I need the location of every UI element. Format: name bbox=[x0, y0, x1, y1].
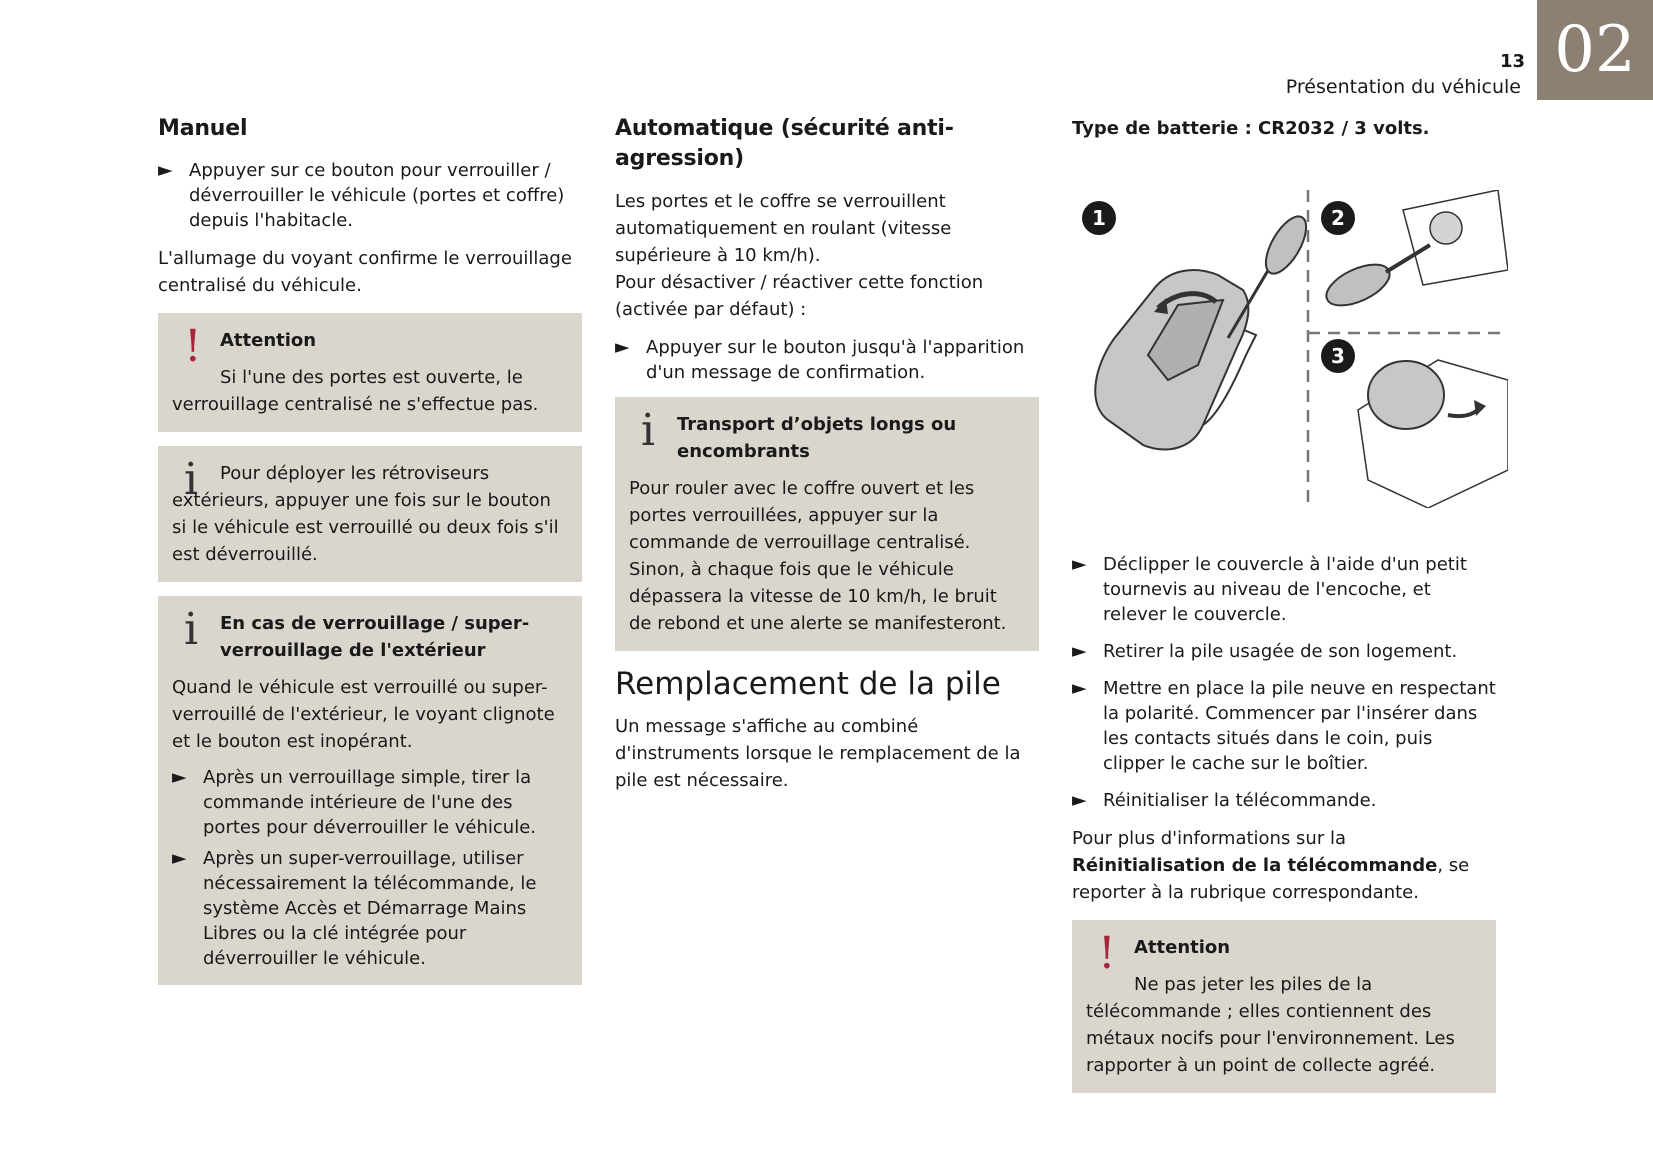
bullet-arrow-icon: ► bbox=[1072, 677, 1087, 699]
info-box-text: Pour rouler avec le coffre ouvert et les portes verrouillées, appuyer sur la commande de verrouillage centralisé. Sinon, à chaque fois que le véhicule dépassera la vitesse de 10 km/h, le bruit de rebond et une alerte se manifesteront. bbox=[629, 478, 1007, 634]
column-right bbox=[1072, 114, 1496, 1107]
text-run: Pour plus d'informations sur la bbox=[1072, 828, 1346, 849]
key-fob-drawing bbox=[1095, 210, 1314, 449]
info-box-title: Transport d’objets longs ou encombrants bbox=[677, 414, 957, 462]
battery-insert-drawing bbox=[1358, 360, 1508, 508]
bullet-arrow-icon: ► bbox=[1072, 553, 1087, 575]
info-box bbox=[615, 397, 1039, 651]
bold-reference: Réinitialisation de la télécommande bbox=[1072, 855, 1438, 876]
paragraph: Les portes et le coffre se verrouillent automatiquement en roulant (vitesse supérieure à 10 km/h). bbox=[615, 191, 952, 266]
list-item bbox=[172, 846, 568, 971]
warning-icon: ! bbox=[184, 321, 202, 372]
info-box-text: Pour déployer les rétroviseurs extérieurs, appuyer une fois sur le bouton si le véhicule est verrouillé ou deux fois s'il est déverrouillé. bbox=[172, 463, 559, 565]
info-box-title: En cas de verrouillage / super-verrouillage de l'extérieur bbox=[220, 613, 530, 661]
chapter-title: Présentation du véhicule bbox=[1285, 76, 1521, 98]
bullet-text: Déclipper le couvercle à l'aide d'un petit tournevis au niveau de l'encoche, et relever le couvercle. bbox=[1103, 554, 1467, 625]
bullet-text: Appuyer sur le bouton jusqu'à l'apparition d'un message de confirmation. bbox=[646, 337, 1025, 383]
info-box-text: Quand le véhicule est verrouillé ou super-verrouillé de l'extérieur, le voyant clignote et le bouton est inopérant. bbox=[172, 677, 555, 752]
column-left bbox=[158, 114, 582, 999]
bullet-text: Appuyer sur ce bouton pour verrouiller / déverrouiller le véhicule (portes et coffre) depuis l'habitacle. bbox=[189, 160, 565, 231]
bullet-arrow-icon: ► bbox=[172, 766, 187, 788]
bullet-arrow-icon: ► bbox=[1072, 789, 1087, 811]
warning-box bbox=[158, 313, 582, 432]
info-icon: i bbox=[641, 405, 656, 456]
info-box bbox=[158, 596, 582, 985]
column-middle bbox=[615, 114, 1039, 806]
section-title-remplacement: Remplacement de la pile bbox=[615, 666, 1001, 702]
step-1-label: 1 bbox=[1092, 206, 1106, 230]
warning-box-title: Attention bbox=[1134, 937, 1231, 958]
list-item bbox=[172, 765, 568, 840]
info-box bbox=[158, 446, 582, 582]
list-item bbox=[158, 158, 582, 233]
bullet-text: Mettre en place la pile neuve en respectant la polarité. Commencer par l'insérer dans les contacts situés dans le coin, puis clipper le cache sur le boîtier. bbox=[1103, 678, 1496, 774]
battery-type: Type de batterie : CR2032 / 3 volts. bbox=[1072, 118, 1430, 139]
step-3-label: 3 bbox=[1331, 344, 1345, 368]
paragraph: L'allumage du voyant confirme le verrouillage centralisé du véhicule. bbox=[158, 248, 572, 296]
info-icon: i bbox=[184, 604, 199, 655]
battery-replacement-illustration bbox=[1068, 190, 1508, 508]
bullet-text: Après un verrouillage simple, tirer la commande intérieure de l'une des portes pour déverrouiller le véhicule. bbox=[203, 767, 537, 838]
page-number: 13 bbox=[1499, 51, 1525, 72]
list-item bbox=[1072, 676, 1496, 776]
text-run: , se reporter à la rubrique correspondante. bbox=[1072, 855, 1470, 903]
warning-box-title: Attention bbox=[220, 330, 317, 351]
list-item bbox=[1072, 788, 1496, 813]
list-item bbox=[1072, 552, 1496, 627]
chapter-number-tab: 02 bbox=[1537, 0, 1653, 100]
warning-box-text: Ne pas jeter les piles de la télécommande ; elles contiennent des métaux nocifs pour l'environnement. Les rapporter à un point de collecte agréé. bbox=[1086, 974, 1455, 1076]
warning-box bbox=[1072, 920, 1496, 1093]
paragraph: Un message s'affiche au combiné d'instruments lorsque le remplacement de la pile est nécessaire. bbox=[615, 716, 1021, 791]
step-2-label: 2 bbox=[1331, 206, 1345, 230]
list-item bbox=[1072, 639, 1496, 664]
bullet-arrow-icon: ► bbox=[158, 159, 173, 181]
bullet-text: Après un super-verrouillage, utiliser nécessairement la télécommande, le système Accès et Démarrage Mains Libres ou la clé intégrée pour déverrouiller le véhicule. bbox=[203, 848, 537, 969]
section-title-manuel: Manuel bbox=[158, 116, 248, 141]
paragraph bbox=[1072, 825, 1496, 906]
bullet-text: Retirer la pile usagée de son logement. bbox=[1103, 641, 1458, 662]
bullet-arrow-icon: ► bbox=[1072, 640, 1087, 662]
info-icon: i bbox=[184, 454, 199, 505]
list-item bbox=[615, 335, 1039, 385]
bullet-arrow-icon: ► bbox=[615, 336, 630, 358]
section-title-automatique: Automatique (sécurité anti-agression) bbox=[615, 116, 954, 171]
warning-icon: ! bbox=[1098, 928, 1116, 979]
bullet-arrow-icon: ► bbox=[172, 847, 187, 869]
paragraph: Pour désactiver / réactiver cette fonction (activée par défaut) : bbox=[615, 272, 984, 320]
warning-box-text: Si l'une des portes est ouverte, le verrouillage centralisé ne s'effectue pas. bbox=[172, 367, 539, 415]
bullet-text: Réinitialiser la télécommande. bbox=[1103, 790, 1377, 811]
